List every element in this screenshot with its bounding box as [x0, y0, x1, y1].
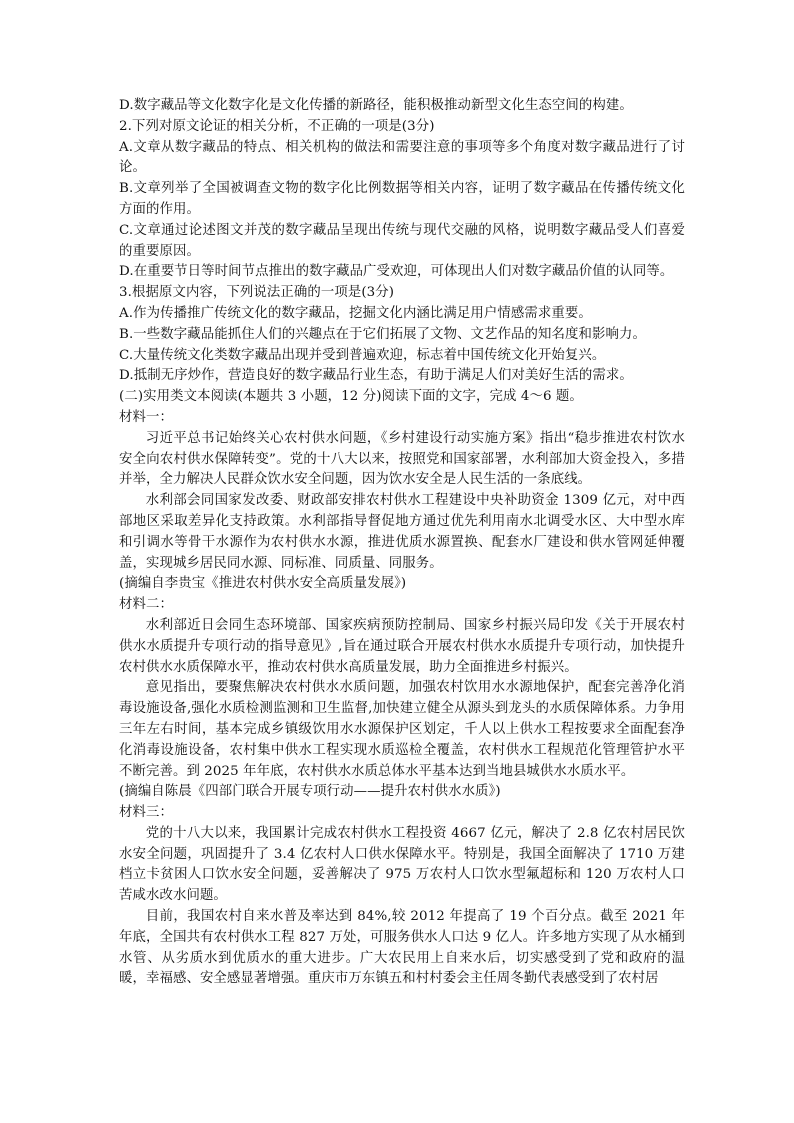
material2-heading: 材料二： — [119, 597, 173, 613]
material3-heading: 材料三： — [119, 805, 173, 821]
material3-paragraph-1: 党的十八大以来，我国累计完成农村供水工程投资 4667 亿元，解决了 2.8 亿农村居民饮水安全问题，巩固提升了 3.4 亿农村人口供水保障水平。特别是，我国全面解决了 1710 万建档立卡贫困人口饮水安全问题，妥善解决了 975 万农村人口饮水型氟超标和 120 万农村人口苦咸水改水问题。 — [119, 825, 685, 904]
material1-heading: 材料一： — [119, 409, 173, 425]
q3-stem: 3.根据原文内容，下列说法正确的一项是(3分) — [119, 285, 395, 301]
material2-paragraph-1: 水利部近日会同生态环境部、国家疾病预防控制局、国家乡村振兴局印发《关于开展农村供水水质提升专项行动的指导意见》,旨在通过联合开展农村供水水质提升专项行动，加快提升农村供水水质保障水平，推动农村供水高质量发展，助力全面推进乡村振兴。 — [119, 617, 685, 675]
q2-stem: 2.下列对原文论证的相关分析，不正确的一项是(3分) — [119, 118, 435, 134]
material2-source: (摘编自陈晨《四部门联合开展专项行动——提升农村供水水质》) — [119, 784, 501, 800]
q2-option-d: D.在重要节日等时间节点推出的数字藏品广受欢迎，可体现出人们对数字藏品价值的认同等。 — [119, 264, 674, 280]
q2-option-b: B.文章列举了全国被调查文物的数字化比例数据等相关内容，证明了数字藏品在传播传统文化方面的作用。 — [119, 181, 685, 217]
q3-option-c: C.大量传统文化类数字藏品出现并受到普遍欢迎，标志着中国传统文化开始复兴。 — [119, 347, 606, 363]
q3-option-b: B.一些数字藏品能抓住人们的兴趣点在于它们拓展了文物、文艺作品的知名度和影响力。 — [119, 326, 646, 342]
q2-option-c: C.文章通过论述图文并茂的数字藏品呈现出传统与现代交融的风格，说明数字藏品受人们喜爱的重要原因。 — [119, 222, 685, 259]
q2-option-a: A.文章从数字藏品的特点、相关机构的做法和需要注意的事项等多个角度对数字藏品进行了讨论。 — [119, 139, 685, 176]
section-intro: (二)实用类文本阅读(本题共 3 小题，12 分)阅读下面的文字，完成 4～6 题。 — [119, 389, 583, 405]
q1-option-d: D.数字藏品等文化数字化是文化传播的新路径，能积极推动新型文化生态空间的构建。 — [119, 98, 633, 113]
material3-paragraph-2: 目前，我国农村自来水普及率达到 84%,较 2012 年提高了 19 个百分点。截至 2021 年年底，全国共有农村供水工程 827 万处，可服务供水人口达 9 亿人。许多地方实现了从水桶到水管、从劣质水到优质水的重大进步。广大农民用上自来水后，切实感受到了党和政府的温暖，幸福感、安全感显著增强。重庆市万东镇五和村村委会主任周冬勤代表感受到了农村居 — [119, 909, 685, 987]
q3-option-d: D.抵制无序炒作，营造良好的数字藏品行业生态，有助于满足人们对美好生活的需求。 — [119, 368, 633, 384]
exam-page — [119, 96, 685, 990]
material1-paragraph-1: 习近平总书记始终关心农村供水问题，《乡村建设行动实施方案》指出“稳步推进农村饮水安全向农村供水保障转变”。党的十八大以来，按照党和国家部署，水利部加大资金投入，多措并举，全力解决人民群众饮水安全问题，因为饮水安全是人民生活的一条底线。 — [119, 430, 685, 488]
material1-source: (摘编自李贵宝《推进农村供水安全高质量发展》) — [119, 576, 407, 592]
material2-paragraph-2: 意见指出，要聚焦解决农村供水水质问题，加强农村饮用水水源地保护，配套完善净化消毒设施设备,强化水质检测监测和卫生监督,加快建立健全从源头到龙头的水质保障体系。力争用三年左右时间，基本完成乡镇级饮用水水源保护区划定，千人以上供水工程按要求全面配套净化消毒设施设备，农村集中供水工程实现水质巡检全覆盖，农村供水工程规范化管理管护水平不断完善。到 2025 年年底，农村供水水质总体水平基本达到当地县城供水水质水平。 — [119, 680, 685, 779]
q3-option-a: A.作为传播推广传统文化的数字藏品，挖掘文化内涵比满足用户情感需求重要。 — [119, 305, 592, 321]
material1-paragraph-2: 水利部会同国家发改委、财政部安排农村供水工程建设中央补助资金 1309 亿元，对中西部地区采取差异化支持政策。水利部指导督促地方通过优先利用南水北调受水区、大中型水库和引调水等骨干水源作为农村供水水源，推进优质水源置换、配套水厂建设和供水管网延伸覆盖，实现城乡居民同水源、同标准、同质量、同服务。 — [119, 493, 685, 571]
